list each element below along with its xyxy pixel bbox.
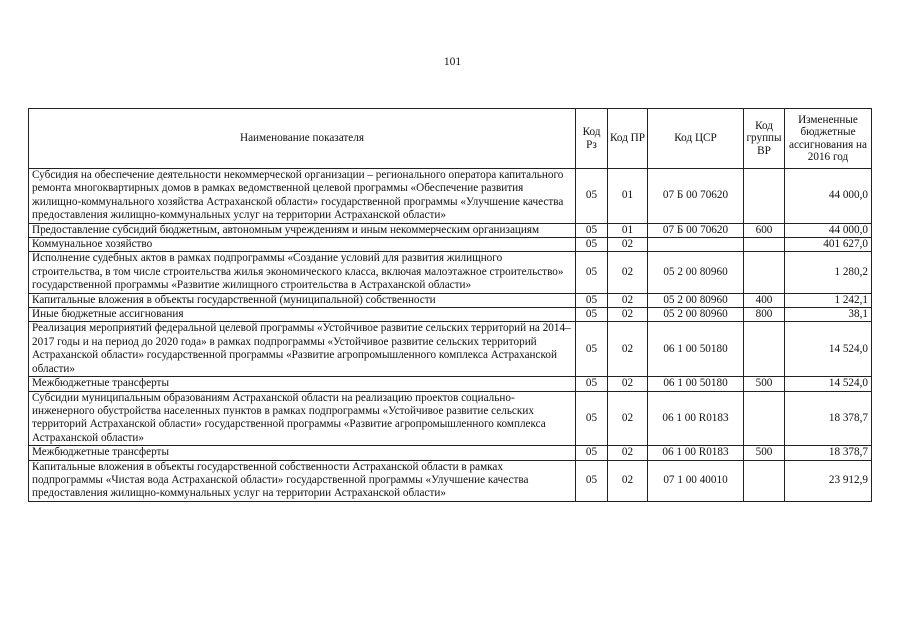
cell-csr: 05 2 00 80960 — [648, 308, 744, 322]
cell-pr: 02 — [608, 322, 648, 377]
cell-sum: 18 378,7 — [785, 391, 872, 446]
table-row — [29, 391, 872, 446]
header-vr: Код группы ВР — [744, 109, 785, 169]
cell-sum: 18 378,7 — [785, 446, 872, 460]
budget-table — [28, 108, 872, 502]
cell-csr: 07 1 00 40010 — [648, 460, 744, 501]
cell-sum: 38,1 — [785, 308, 872, 322]
cell-name: Межбюджетные трансферты — [29, 446, 576, 460]
cell-csr: 05 2 00 80960 — [648, 293, 744, 307]
table-row — [29, 460, 872, 501]
header-rz: Код Рз — [576, 109, 608, 169]
table-row — [29, 308, 872, 322]
cell-sum: 14 524,0 — [785, 322, 872, 377]
table-body — [29, 169, 872, 502]
cell-vr — [744, 169, 785, 224]
cell-pr: 02 — [608, 391, 648, 446]
header-sum: Измененные бюджетные ассигнования на 2016 год — [785, 109, 872, 169]
cell-name: Иные бюджетные ассигнования — [29, 308, 576, 322]
cell-csr: 06 1 00 50180 — [648, 322, 744, 377]
cell-pr: 02 — [608, 446, 648, 460]
cell-name: Субсидия на обеспечение деятельности некоммерческой организации – регионального оператора капитального ремонта многоквартирных домов в рамках ведомственной целевой программы «Обеспечение развития жилищно-коммунального хозяйства Астраханской области» государственной программы «Улучшение качества предоставления жилищно-коммунальных услуг на территории Астраханской области» — [29, 169, 576, 224]
cell-rz: 05 — [576, 223, 608, 237]
cell-rz: 05 — [576, 391, 608, 446]
cell-csr: 06 1 00 R0183 — [648, 391, 744, 446]
cell-csr: 07 Б 00 70620 — [648, 223, 744, 237]
cell-name: Капитальные вложения в объекты государственной (муниципальной) собственности — [29, 293, 576, 307]
cell-name: Предоставление субсидий бюджетным, автономным учреждениям и иным некоммерческим организациям — [29, 223, 576, 237]
cell-name: Субсидии муниципальным образованиям Астраханской области на реализацию проектов социально-инженерного обустройства населенных пунктов в рамках подпрограммы «Устойчивое развитие сельских территорий Астраханской области» государственной программы «Развитие агропромышленного комплекса Астраханской области» — [29, 391, 576, 446]
cell-csr: 06 1 00 50180 — [648, 377, 744, 391]
table-row — [29, 252, 872, 293]
cell-sum: 401 627,0 — [785, 238, 872, 252]
cell-pr: 02 — [608, 460, 648, 501]
cell-sum: 1 280,2 — [785, 252, 872, 293]
cell-rz: 05 — [576, 377, 608, 391]
cell-csr: 07 Б 00 70620 — [648, 169, 744, 224]
cell-name: Коммунальное хозяйство — [29, 238, 576, 252]
cell-rz: 05 — [576, 293, 608, 307]
cell-name: Реализация мероприятий федеральной целевой программы «Устойчивое развитие сельских территорий на 2014–2017 годы и на период до 2020 года» в рамках подпрограммы «Устойчивое развитие сельских территорий Астраханской области» государственной программы «Развитие агропромышленного комплекса Астраханской области» — [29, 322, 576, 377]
cell-sum: 44 000,0 — [785, 223, 872, 237]
header-name: Наименование показателя — [29, 109, 576, 169]
header-csr: Код ЦСР — [648, 109, 744, 169]
cell-rz: 05 — [576, 460, 608, 501]
cell-rz: 05 — [576, 252, 608, 293]
cell-name: Капитальные вложения в объекты государственной собственности Астраханской области в рамках подпрограммы «Чистая вода Астраханской области» государственной программы «Улучшение качества предоставления жилищно-коммунальных услуг на территории Астраханской области» — [29, 460, 576, 501]
cell-vr — [744, 322, 785, 377]
cell-pr: 02 — [608, 308, 648, 322]
cell-rz: 05 — [576, 238, 608, 252]
cell-csr: 06 1 00 R0183 — [648, 446, 744, 460]
cell-rz: 05 — [576, 308, 608, 322]
table-row — [29, 293, 872, 307]
cell-vr: 600 — [744, 223, 785, 237]
cell-csr — [648, 238, 744, 252]
header-pr: Код ПР — [608, 109, 648, 169]
cell-vr: 500 — [744, 446, 785, 460]
table-row — [29, 322, 872, 377]
cell-pr: 01 — [608, 169, 648, 224]
cell-pr: 01 — [608, 223, 648, 237]
cell-vr — [744, 460, 785, 501]
cell-vr — [744, 252, 785, 293]
cell-pr: 02 — [608, 238, 648, 252]
cell-sum: 1 242,1 — [785, 293, 872, 307]
cell-name: Исполнение судебных актов в рамках подпрограммы «Создание условий для развития жилищного строительства, в том числе строительства жилья экономического класса, включая малоэтажное строительство» государственной программы «Развитие жилищного строительства в Астраханской области» — [29, 252, 576, 293]
cell-vr — [744, 391, 785, 446]
cell-vr — [744, 238, 785, 252]
cell-vr: 800 — [744, 308, 785, 322]
cell-rz: 05 — [576, 446, 608, 460]
table-row — [29, 377, 872, 391]
table-row — [29, 446, 872, 460]
cell-pr: 02 — [608, 377, 648, 391]
table-row — [29, 223, 872, 237]
cell-sum: 44 000,0 — [785, 169, 872, 224]
cell-pr: 02 — [608, 252, 648, 293]
cell-name: Межбюджетные трансферты — [29, 377, 576, 391]
cell-sum: 23 912,9 — [785, 460, 872, 501]
cell-csr: 05 2 00 80960 — [648, 252, 744, 293]
table-header-row — [29, 109, 872, 169]
page-number: 101 — [443, 56, 462, 68]
cell-pr: 02 — [608, 293, 648, 307]
cell-sum: 14 524,0 — [785, 377, 872, 391]
cell-rz: 05 — [576, 322, 608, 377]
table-row — [29, 169, 872, 224]
cell-rz: 05 — [576, 169, 608, 224]
table-row — [29, 238, 872, 252]
cell-vr: 400 — [744, 293, 785, 307]
cell-vr: 500 — [744, 377, 785, 391]
